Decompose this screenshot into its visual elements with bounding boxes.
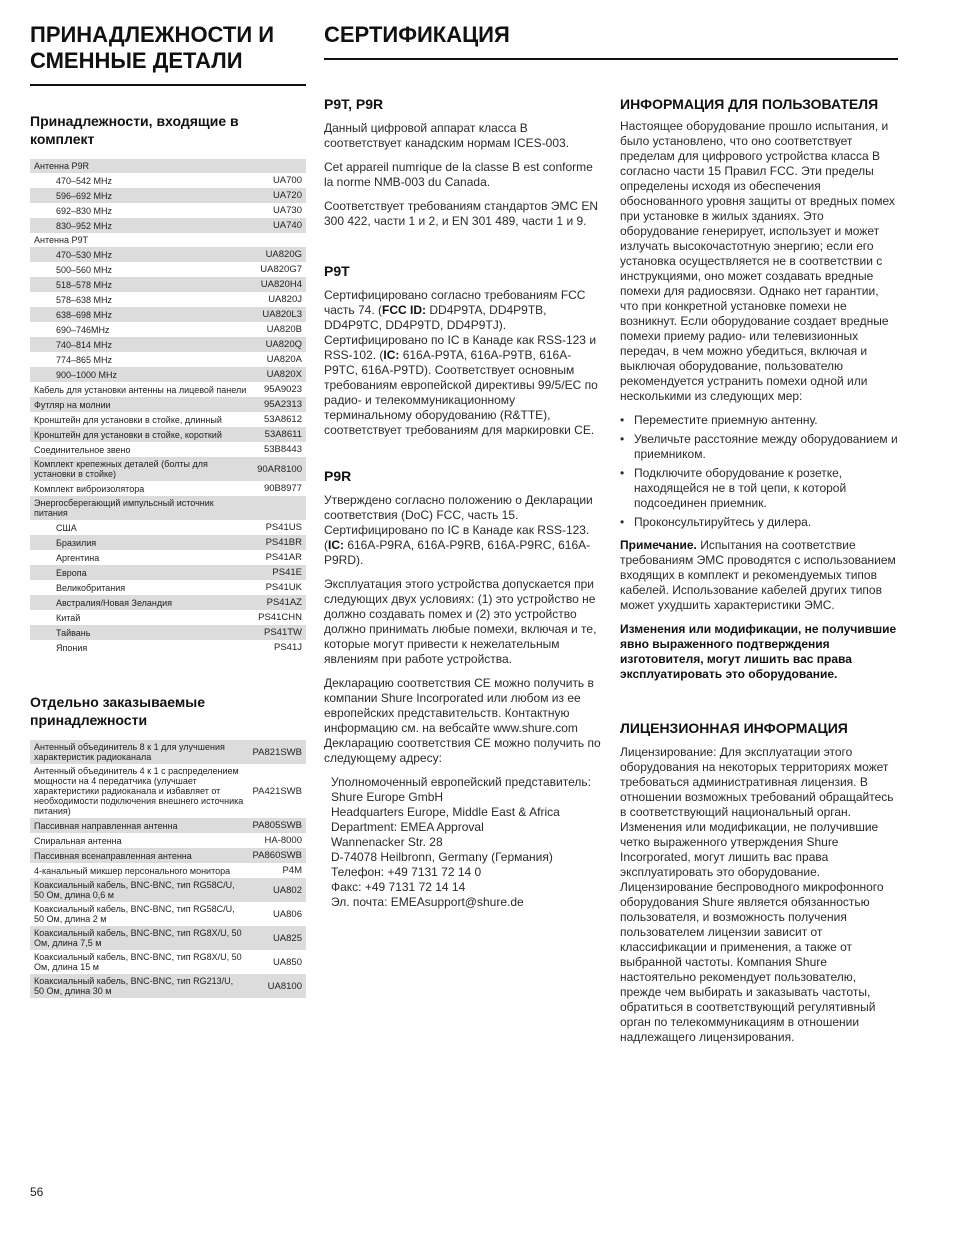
part-number: PS41UK: [265, 582, 302, 593]
table-row: [30, 902, 306, 926]
accessory-name: Коаксиальный кабель, BNC-BNC, тип RG213/U, 50 Ом, длина 30 м: [30, 974, 249, 998]
table-row: [30, 382, 306, 397]
ices-statement: Данный цифровой аппарат класса B соответствует канадским нормам ICES-003.: [324, 121, 570, 150]
accessory-name: Австралия/Новая Зеландия: [30, 595, 253, 610]
table-row: [30, 247, 306, 262]
part-number: UA820A: [266, 354, 302, 365]
nmb-statement: Cet appareil numrique de la classe B est conforme la norme NMB-003 du Canada.: [324, 160, 593, 189]
accessory-name: Комплект крепежных деталей (болты для установки в стойке): [30, 457, 253, 481]
table-row: [30, 595, 306, 610]
part-number: UA820J: [268, 294, 302, 305]
p9t-heading: P9T: [324, 263, 350, 279]
part-number: UA8100: [249, 974, 306, 998]
page-number: 56: [30, 1185, 44, 1199]
p9r-heading: P9R: [324, 468, 352, 484]
part-number: UA820X: [253, 367, 306, 382]
part-number: PS41US: [265, 522, 302, 533]
accessory-name: Коаксиальный кабель, BNC-BNC, тип RG58C/U, 50 Ом, длина 2 м: [34, 904, 235, 924]
accessory-name: Коаксиальный кабель, BNC-BNC, тип RG8X/U, 50 Ом, длина 7,5 м: [30, 926, 249, 950]
included-accessories-table: [30, 159, 306, 655]
license-heading: ЛИЦЕНЗИОННАЯ ИНФОРМАЦИЯ: [620, 720, 848, 736]
part-number: PS41AR: [265, 552, 302, 563]
part-number: PA821SWB: [249, 740, 306, 764]
accessory-name: Япония: [56, 642, 88, 653]
table-row: [30, 457, 306, 481]
part-number: 95A2313: [253, 397, 306, 412]
included-accessories-heading: Принадлежности, входящие в комплект: [30, 113, 239, 147]
accessory-name: Пассивная направленная антенна: [30, 818, 249, 833]
part-number: [253, 159, 306, 173]
ic-label: IC:: [328, 538, 344, 552]
optional-accessories-table: [30, 740, 306, 998]
part-number: 90AR8100: [253, 457, 306, 481]
accessory-name: 4-канальный микшер персонального мониторa: [34, 865, 231, 876]
address-line: Wannenacker Str. 28: [331, 835, 443, 849]
part-number: UA700: [272, 175, 302, 186]
part-number: PS41BR: [253, 535, 306, 550]
address-line: Shure Europe GmbH: [331, 790, 444, 804]
accessory-name: 774–865 MHz: [56, 354, 113, 365]
part-number: UA820G: [253, 247, 306, 262]
part-number: 53A8611: [253, 427, 306, 442]
table-row: [30, 397, 306, 412]
accessory-name: Аргентина: [56, 552, 100, 563]
accessory-name: Кабель для установки антенны на лицевой панели: [34, 384, 247, 395]
part-number: PS41TW: [253, 625, 306, 640]
accessory-name: 740–814 MHz: [30, 337, 253, 352]
accessory-name: 638–698 MHz: [30, 307, 253, 322]
table-row: [30, 565, 306, 580]
list-item: • Подключите оборудование к розетке, находящейся не в той цепи, к которой подсоединен приемник.: [620, 466, 900, 511]
accessory-name: Коаксиальный кабель, BNC-BNC, тип RG8X/U, 50 Ом, длина 15 м: [34, 952, 242, 972]
emc-statement: Соответствует требованиям стандартов ЭМС EN 300 422, части 1 и 2, и EN 301 489, части 1 и 9.: [324, 199, 599, 228]
table-row: [30, 203, 306, 218]
table-row: [30, 481, 306, 496]
accessory-name: США: [56, 522, 77, 533]
accessory-name: Китай: [56, 612, 81, 623]
accessory-name: 596–692 MHz: [30, 188, 253, 203]
accessory-name: 692–830 MHz: [56, 205, 113, 216]
address-line: Телефон: +49 7131 72 14 0: [331, 865, 482, 879]
part-number: PA421SWB: [252, 785, 302, 797]
accessory-name: Европа: [30, 565, 253, 580]
table-row: [30, 412, 306, 427]
part-number: PS41AZ: [253, 595, 306, 610]
part-number: 53B8443: [263, 444, 302, 455]
accessory-name: 470–542 MHz: [56, 175, 113, 186]
part-number: UA802: [249, 878, 306, 902]
fcc-class-b-text: Настоящее оборудование прошло испытания, и было установлено, что оно соответствует пределам для цифрового устройства класса B согласно части 15 Правил FCC. Эти пределы определены исходя из обеспечения обоснованного уровня защиты от вредных помех при установке в жилых зданиях. Это оборудование генерирует, использует и может излучать высокочастотную энергию; если его установка осуществляется не в соответствии с инструкциями, оно может создавать вредные помехи для радиосвязи. Однако нет гарантии, что при конкретной установке помехи не возникнут. Если оборудование создает вредные помехи приему радио- или телевизионных передач, в чем можно убедиться, включая и выключая оборудование, пользователю рекомендуется устранить помехи одной или несколькими из следующих мер:: [620, 119, 895, 403]
table-row: [30, 818, 306, 833]
part-number: PA860SWB: [249, 848, 306, 863]
table-row: [30, 950, 306, 974]
table-row: [30, 535, 306, 550]
list-item: • Переместите приемную антенну.: [620, 413, 900, 428]
table-row: [30, 833, 306, 848]
part-number: UA820H4: [253, 277, 306, 292]
accessories-title-line1: ПРИНАДЛЕЖНОСТИ И: [30, 22, 275, 47]
note-label: Примечание.: [620, 538, 697, 552]
part-number: 95A9023: [263, 384, 302, 395]
license-text: Лицензирование: Для эксплуатации этого оборудования на некоторых территориях может требоваться административная лицензия. В отношении возможных требований обращайтесь в соответствующий национальный орган. Изменения или модификации, не получившие четко выраженного утверждения Shure Incorporated, могут лишить вас права эксплуатировать это оборудование. Лицензирование беспроводного микрофонного оборудования Shure является обязанностью пользователя, и возможность получения пользователем лицензии зависит от классификации и применения, а также от выбранной частоты. Компания Shure настоятельно рекомендует пользователю, прежде чем выбирать и заказывать частоты, обратиться в соответствующий регулятивный орган по телекоммуникациям в отношении надлежащего лицензирования.: [620, 745, 894, 1044]
certification-title-rule: [324, 58, 898, 60]
address-line: Headquarters Europe, Middle East & Africa: [331, 805, 560, 819]
operation-conditions: Эксплуатация этого устройства допускается при следующих двух условиях: (1) это устройство не должно создавать помех и (2) это устройство должно принимать любые помехи, включая и те, которые могут привести к нежелательным явлениям при работе устройства.: [324, 577, 597, 666]
european-representative-address: [324, 775, 604, 910]
accessory-name: Антенна P9T: [34, 235, 88, 245]
table-row: [30, 427, 306, 442]
table-row: [30, 277, 306, 292]
accessory-name: Антенна P9R: [30, 159, 253, 173]
accessory-name: 500–560 MHz: [56, 264, 113, 275]
address-line: Уполномоченный европейский представитель:: [331, 775, 591, 789]
part-number: UA820L3: [253, 307, 306, 322]
address-line: Department: EMEA Approval: [331, 820, 484, 834]
accessory-name: 830–952 MHz: [30, 218, 253, 233]
part-number: UA806: [272, 908, 302, 920]
ic-label: IC:: [383, 348, 400, 362]
accessory-name: 690–746MHz: [56, 324, 110, 335]
table-row: [30, 352, 306, 367]
accessory-name: Комплект виброизолятора: [34, 483, 145, 494]
accessory-name: Соединительное звено: [34, 444, 131, 455]
accessory-name: Пассивная всенаправленная антенна: [30, 848, 249, 863]
fcc-id-label: FCC ID:: [382, 303, 427, 317]
accessory-name: Бразилия: [30, 535, 253, 550]
certification-column-middle: [324, 96, 604, 910]
p9t-certification-text: Сертифицировано согласно требованиям FCC часть 74. (FCC ID: DD4P9TA, DD4P9TB, DD4P9TC, DD4P9TD, DD4P9TJ). Сертифицировано по IC в Канаде как RSS-123 и RSS-102. (IC: 616A-P9TA, 616A-P9TB, 616A-P9TC, 616A-P9TD). Соответствует основным требованиям европейской директивы 99/5/EC по радио- и телекоммуникационному терминальному оборудованию (R&TTE), соответствует требованиям для маркировки CE.: [324, 288, 598, 437]
part-number: UA730: [272, 205, 302, 216]
table-row: [30, 926, 306, 950]
certification-column-right: [620, 96, 900, 1054]
optional-accessories-heading: Отдельно заказываемые принадлежности: [30, 694, 205, 728]
table-row: [30, 848, 306, 863]
part-number: UA825: [249, 926, 306, 950]
table-row: [30, 610, 306, 625]
accessory-name: Коаксиальный кабель, BNC-BNC, тип RG58C/U, 50 Ом, длина 0,6 м: [30, 878, 249, 902]
table-row: [30, 292, 306, 307]
table-row: [30, 580, 306, 595]
part-number: [253, 233, 306, 247]
table-row: [30, 307, 306, 322]
table-row: [30, 173, 306, 188]
part-number: PS41E: [253, 565, 306, 580]
accessory-name: 578–638 MHz: [56, 294, 113, 305]
list-item: • Проконсультируйтесь у дилера.: [620, 515, 900, 530]
accessory-name: Великобритания: [56, 582, 126, 593]
part-number: UA820Q: [253, 337, 306, 352]
part-number: UA820B: [266, 324, 302, 335]
table-row: [30, 262, 306, 277]
ce-declaration-text: Декларацию соответствия CE можно получить в компании Shure Incorporated или любом из ее европейских представительств. Контактную информацию см. на вебсайте www.shure.com Декларацию соответствия CE можно получить по следующему адресу:: [324, 676, 601, 765]
table-row: [30, 974, 306, 998]
part-number: HA-8000: [264, 835, 302, 846]
accessories-title: [30, 22, 320, 74]
accessory-name: Тайвань: [30, 625, 253, 640]
table-row: [30, 520, 306, 535]
certification-title: СЕРТИФИКАЦИЯ: [324, 22, 510, 47]
table-row: [30, 188, 306, 203]
accessories-title-rule: [30, 84, 306, 86]
accessory-name: Энергосберегающий импульсный источник питания: [30, 496, 253, 520]
table-row: [30, 863, 306, 878]
table-row: [30, 640, 306, 655]
accessory-name: 518–578 MHz: [30, 277, 253, 292]
user-info-heading: ИНФОРМАЦИЯ ДЛЯ ПОЛЬЗОВАТЕЛЯ: [620, 96, 879, 112]
part-number: 90B8977: [263, 483, 302, 494]
part-number: PA805SWB: [249, 818, 306, 833]
accessory-name: Спиральная антенна: [34, 835, 122, 846]
table-row: [30, 367, 306, 382]
list-item: • Увеличьте расстояние между оборудованием и приемником.: [620, 432, 900, 462]
modification-warning: Изменения или модификации, не получившие явно выраженного подтверждения изготовителя, могут лишить вас права эксплуатировать это оборудование.: [620, 622, 897, 681]
table-row: [30, 159, 306, 173]
address-line: D-74078 Heilbronn, Germany (Германия): [331, 850, 553, 864]
table-row: [30, 337, 306, 352]
part-number: UA850: [272, 956, 302, 968]
part-number: PS41J: [274, 642, 302, 653]
address-line: Эл. почта: EMEAsupport@shure.de: [331, 895, 524, 909]
part-number: UA820G7: [260, 264, 302, 275]
table-row: [30, 740, 306, 764]
accessories-column: [30, 112, 306, 998]
table-row: [30, 764, 306, 818]
part-number: PS41CHN: [258, 612, 302, 623]
table-row: [30, 233, 306, 247]
interference-measures-list: [620, 413, 900, 530]
table-row: [30, 550, 306, 565]
table-row: [30, 625, 306, 640]
accessory-name: Антенный объединитель 4 к 1 с распределением мощности на 4 передатчика (улучшает характеристики радиоканала и избавляет от необходимости подключения внешнего источника питания): [34, 766, 244, 816]
accessories-title-line2: СМЕННЫЕ ДЕТАЛИ: [30, 48, 243, 73]
accessory-name: Кронштейн для установки в стойке, длинный: [34, 414, 222, 425]
part-number: [253, 496, 306, 520]
table-row: [30, 878, 306, 902]
table-row: [30, 322, 306, 337]
accessory-name: Кронштейн для установки в стойке, короткий: [30, 427, 253, 442]
accessory-name: 470–530 MHz: [30, 247, 253, 262]
emc-note: Примечание. Испытания на соответствие требованиям ЭМС проводятся с использованием входящих в комплект и рекомендуемых типов кабелей. Использование кабелей других типов может ухудшить характеристики ЭМС.: [620, 538, 896, 612]
p9r-certification-text: Утверждено согласно положению о Декларации соответствия (DoC) FCC, часть 15. Сертифицировано по IC в Канаде как RSS-123. (IC: 616A-P9RA, 616A-P9RB, 616A-P9RC, 616A-P9RD).: [324, 493, 593, 567]
part-number: P4M: [282, 865, 302, 876]
part-number: 53A8612: [263, 414, 302, 425]
table-row: [30, 496, 306, 520]
accessory-name: 900–1000 MHz: [30, 367, 253, 382]
p9t-p9r-heading: P9T, P9R: [324, 96, 384, 112]
accessory-name: Антенный объединитель 8 к 1 для улучшения характеристик радиоканала: [30, 740, 249, 764]
part-number: UA720: [253, 188, 306, 203]
address-line: Факс: +49 7131 72 14 14: [331, 880, 466, 894]
part-number: UA740: [253, 218, 306, 233]
accessory-name: Футляр на молнии: [30, 397, 253, 412]
table-row: [30, 218, 306, 233]
table-row: [30, 442, 306, 457]
